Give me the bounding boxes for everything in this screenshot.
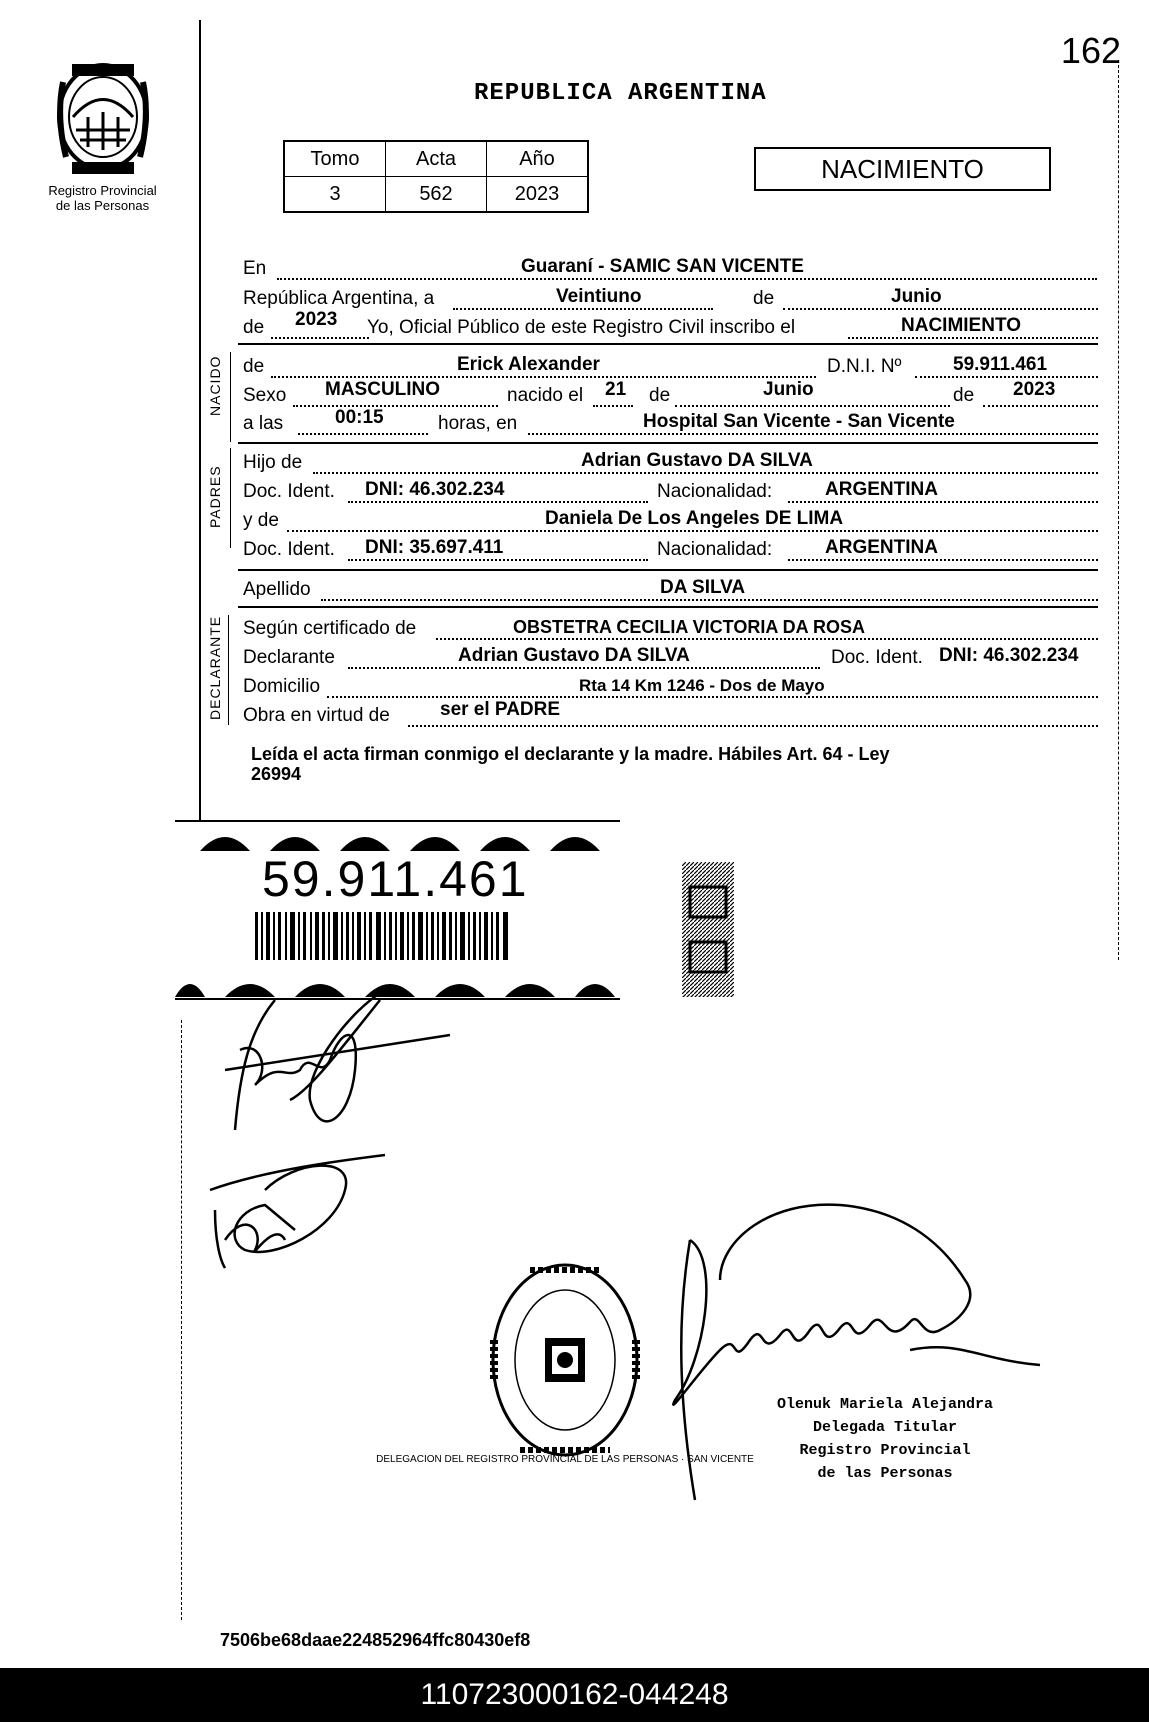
born-name-row bbox=[243, 350, 1098, 378]
register-table bbox=[283, 140, 589, 213]
register-value-acta: 562 bbox=[386, 177, 487, 213]
surname-value: DA SILVA bbox=[660, 577, 746, 598]
born-place: Hospital San Vicente - San Vicente bbox=[643, 411, 955, 432]
born-month: Junio bbox=[763, 379, 814, 400]
father-doc-label: Doc. Ident. bbox=[243, 481, 335, 502]
born-time-row bbox=[243, 407, 1098, 435]
right-margin-line bbox=[1118, 60, 1119, 960]
year-de-label: de bbox=[243, 317, 265, 338]
born-hours-label: horas, en bbox=[438, 413, 518, 434]
section-divider-1 bbox=[238, 343, 1098, 345]
issuer-name bbox=[30, 183, 175, 213]
mother-doc-label: Doc. Ident. bbox=[243, 539, 335, 560]
closing-line2: 26994 bbox=[251, 764, 302, 784]
born-sex-row bbox=[243, 379, 1098, 407]
mother-nat-label: Nacionalidad: bbox=[657, 539, 773, 560]
cert-row bbox=[243, 612, 1098, 640]
place-value: Guaraní - SAMIC SAN VICENTE bbox=[521, 256, 804, 277]
declarant-label: Declarante bbox=[243, 647, 335, 668]
address-row bbox=[243, 670, 1098, 698]
born-year: 2023 bbox=[1013, 379, 1056, 400]
section-divider-4 bbox=[238, 606, 1098, 608]
provincial-seal-logo bbox=[48, 62, 158, 177]
declarant-doc-label: Doc. Ident. bbox=[831, 647, 923, 668]
year-value: 2023 bbox=[295, 309, 338, 330]
stamp-text: DELEGACION DEL REGISTRO PROVINCIAL DE LAS PERSONAS · SAN VICENTE bbox=[376, 1454, 754, 1465]
record-type-box: NACIMIENTO bbox=[754, 147, 1051, 191]
declarant-row bbox=[243, 641, 1098, 669]
surname-row bbox=[243, 573, 1098, 601]
section-label-declarant: DECLARANTE bbox=[207, 615, 223, 720]
left-margin-line bbox=[199, 20, 201, 820]
place-label: En bbox=[243, 258, 267, 279]
register-header-tomo: Tomo bbox=[284, 141, 386, 177]
born-name-label: de bbox=[243, 356, 265, 377]
born-sex-label: Sexo bbox=[243, 385, 287, 406]
mother-row bbox=[243, 504, 1098, 532]
barcode bbox=[255, 912, 511, 960]
issuer-line1: Registro Provincial bbox=[48, 183, 157, 198]
official-stamp bbox=[376, 1250, 754, 1470]
father-name: Adrian Gustavo DA SILVA bbox=[581, 450, 813, 471]
declarant-signature bbox=[210, 990, 460, 1140]
born-de-label-2: de bbox=[953, 385, 975, 406]
born-day: 21 bbox=[605, 379, 627, 400]
father-doc-row bbox=[243, 475, 1098, 503]
register-header-anio: Año bbox=[487, 141, 589, 177]
closing-line1: Leída el acta firman conmigo el declarante y la madre. Hábiles Art. 64 - Ley bbox=[251, 744, 890, 764]
section-divider-2 bbox=[238, 442, 1098, 444]
address-value: Rta 14 Km 1246 - Dos de Mayo bbox=[579, 676, 825, 695]
officer-block bbox=[735, 1393, 1035, 1485]
page-number: 162 bbox=[1060, 30, 1121, 71]
born-de-label: de bbox=[649, 385, 671, 406]
id-strip-number: 59.911.461 bbox=[262, 851, 529, 907]
section-label-born: NACIDO bbox=[207, 355, 223, 416]
born-time: 00:15 bbox=[335, 407, 384, 428]
ornament-band-top bbox=[175, 815, 620, 855]
section-label-parents: PADRES bbox=[207, 465, 223, 528]
date-label: República Argentina, a bbox=[243, 288, 435, 309]
date-de-label: de bbox=[753, 288, 775, 309]
officer-org2: de las Personas bbox=[817, 1465, 953, 1482]
father-label: Hijo de bbox=[243, 452, 303, 473]
acts-row bbox=[243, 699, 1098, 727]
section-divider-3 bbox=[238, 569, 1098, 571]
father-nat-label: Nacionalidad: bbox=[657, 481, 773, 502]
officer-org1: Registro Provincial bbox=[799, 1442, 971, 1459]
born-date-label: nacido el bbox=[507, 385, 584, 406]
date-month: Junio bbox=[891, 286, 942, 307]
father-row bbox=[243, 446, 1098, 474]
declarant-name: Adrian Gustavo DA SILVA bbox=[458, 645, 690, 666]
born-name: Erick Alexander bbox=[457, 354, 600, 375]
address-label: Domicilio bbox=[243, 676, 321, 697]
document-title: REPUBLICA ARGENTINA bbox=[474, 80, 767, 107]
footer-code: 110723000162-044248 bbox=[0, 1668, 1149, 1722]
mother-label: y de bbox=[243, 510, 279, 531]
place-row bbox=[243, 252, 1098, 280]
father-nationality: ARGENTINA bbox=[825, 479, 938, 500]
mother-doc: DNI: 35.697.411 bbox=[365, 537, 504, 558]
declarant-doc: DNI: 46.302.234 bbox=[939, 645, 1079, 666]
cert-value: OBSTETRA CECILIA VICTORIA DA ROSA bbox=[513, 617, 866, 637]
closing-statement bbox=[251, 744, 1081, 784]
surname-label: Apellido bbox=[243, 579, 311, 600]
father-doc: DNI: 46.302.234 bbox=[365, 479, 505, 500]
record-inscribed: NACIMIENTO bbox=[901, 315, 1021, 336]
year-row bbox=[243, 311, 1098, 339]
mother-name: Daniela De Los Angeles DE LIMA bbox=[545, 508, 844, 529]
security-hologram bbox=[682, 862, 734, 997]
acts-value: ser el PADRE bbox=[440, 699, 561, 720]
officer-role: Delegada Titular bbox=[812, 1419, 958, 1436]
mother-doc-row bbox=[243, 533, 1098, 561]
officer-name: Olenuk Mariela Alejandra bbox=[776, 1396, 994, 1413]
cert-label: Según certificado de bbox=[243, 618, 417, 639]
issuer-line2: de las Personas bbox=[55, 198, 150, 213]
register-value-tomo: 3 bbox=[284, 177, 386, 213]
date-day: Veintiuno bbox=[556, 286, 642, 307]
date-row bbox=[243, 282, 1098, 310]
register-value-anio: 2023 bbox=[487, 177, 589, 213]
mother-signature bbox=[205, 1150, 395, 1270]
born-sex: MASCULINO bbox=[325, 379, 441, 400]
officer-statement: Yo, Oficial Público de este Registro Civil inscribo el bbox=[367, 317, 796, 338]
mother-nationality: ARGENTINA bbox=[825, 537, 938, 558]
born-dni-label: D.N.I. Nº bbox=[827, 356, 902, 377]
born-time-label: a las bbox=[243, 413, 284, 434]
document-hash: 7506be68daae224852964ffc80430ef8 bbox=[220, 1630, 531, 1650]
left-margin-line-lower bbox=[181, 1020, 182, 1620]
acts-label: Obra en virtud de bbox=[243, 705, 390, 726]
born-dni: 59.911.461 bbox=[953, 354, 1048, 375]
register-header-acta: Acta bbox=[386, 141, 487, 177]
